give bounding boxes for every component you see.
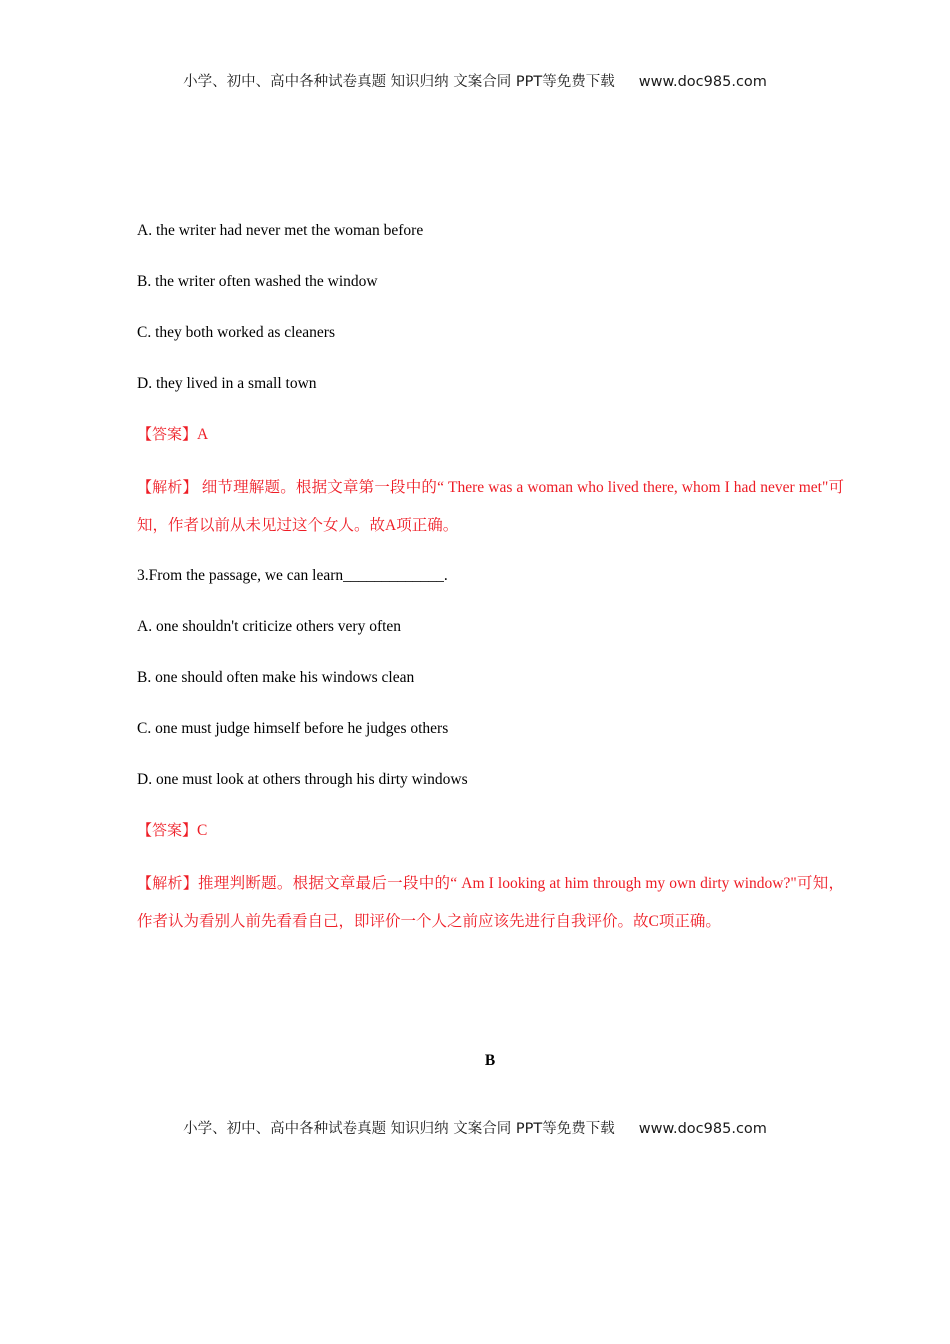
q3-analysis-label: 【解析】: [137, 874, 199, 892]
q3-analysis: [137, 864, 844, 941]
q2-analysis: [137, 468, 844, 545]
q3-option-d: D. one must look at others through his dirty windows: [137, 771, 468, 788]
q3-answer-label: 【答案】: [137, 821, 198, 839]
page-header: [0, 70, 950, 91]
footer-url: www.doc985.com: [638, 1121, 767, 1137]
q3-option-b: B. one should often make his windows clean: [137, 669, 415, 686]
q2-answer-value: A: [197, 426, 209, 443]
q2-answer: [137, 427, 208, 443]
q2-option-a: A. the writer had never met the woman before: [137, 222, 424, 239]
section-letter: B: [484, 1052, 496, 1069]
q3-option-a: A. one shouldn't criticize others very often: [137, 618, 402, 635]
q3-question: 3.From the passage, we can learn_____________.: [137, 567, 448, 584]
footer-text: 小学、初中、高中各种试卷真题 知识归纳 文案合同 PPT等免费下载: [183, 1121, 615, 1137]
page-footer: [0, 1117, 950, 1138]
q2-option-d: D. they lived in a small town: [137, 375, 317, 392]
q3-analysis-text: 推理判断题。根据文章最后一段中的“ Am I looking at him through my own dirty window?"可知，作者认为看别人前先看看自己，即评价一个人之前应该先进行自我评价。故C项正确。: [137, 875, 844, 930]
header-text: 小学、初中、高中各种试卷真题 知识归纳 文案合同 PPT等免费下载: [183, 74, 615, 90]
q2-answer-label: 【答案】: [137, 425, 198, 443]
q2-option-b: B. the writer often washed the window: [137, 273, 378, 290]
q3-option-c: C. one must judge himself before he judges others: [137, 720, 449, 737]
q2-analysis-text: 细节理解题。根据文章第一段中的“ There was a woman who lived there, whom I had never met"可知，作者以前从未见过这个女人。故A项正确。: [137, 479, 844, 534]
q2-analysis-label: 【解析】: [137, 478, 198, 496]
q3-answer: [137, 823, 207, 839]
q2-option-c: C. they both worked as cleaners: [137, 324, 335, 341]
q3-answer-value: C: [197, 822, 208, 839]
header-url: www.doc985.com: [638, 74, 767, 90]
